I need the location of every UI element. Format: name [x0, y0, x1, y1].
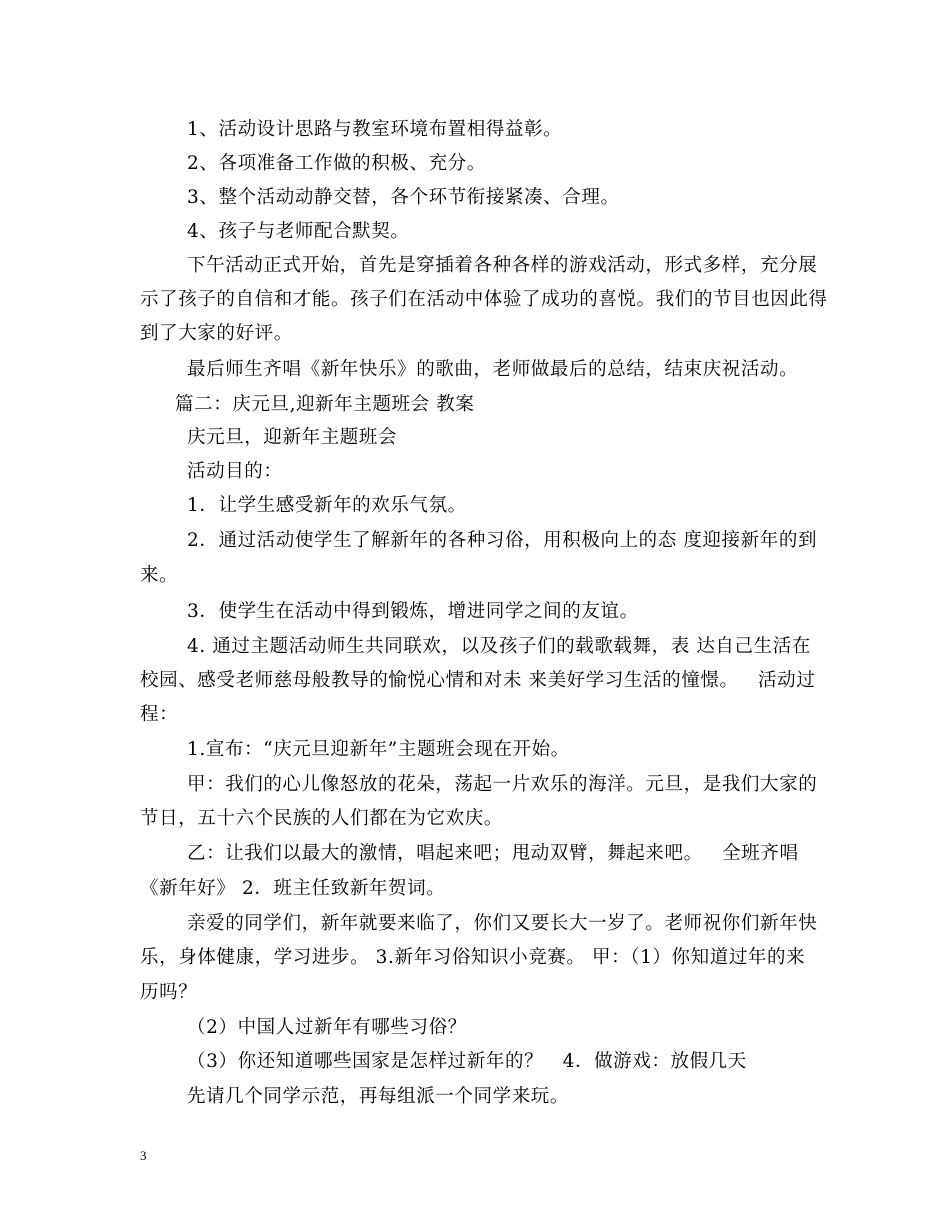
text-line: 甲：我们的心儿像怒放的花朵，荡起一片欢乐的海洋。元旦，是我们大家的 [187, 774, 818, 795]
text-line: 4. 通过主题活动师生共同联欢，以及孩子们的载歌载舞，表 达自己生活在 [187, 636, 811, 657]
text-line: 2．通过活动使学生了解新年的各种习俗，用积极向上的态 度迎接新年的到 [187, 530, 818, 551]
text-line: 4、孩子与老师配合默契。 [187, 221, 410, 242]
text-line: （2）中国人过新年有哪些习俗？ [187, 1017, 467, 1038]
text-line: 3、整个活动动静交替，各个环节衔接紧凑、合理。 [187, 187, 620, 208]
text-line: 亲爱的同学们，新年就要来临了，你们又要长大一岁了。老师祝你们新年快 [187, 913, 818, 934]
text-line: 乙：让我们以最大的激情，唱起来吧；甩动双臂，舞起来吧。 全班齐唱 [187, 843, 799, 864]
text-line: 来。 [140, 565, 179, 586]
text-line: 活动目的： [187, 461, 283, 482]
text-line: 校园、感受老师慈母般教导的愉悦心情和对未 来美好学习生活的憧憬。 活动过 [140, 670, 816, 691]
text-line: 《新年好》 2．班主任致新年贺词。 [140, 878, 446, 899]
text-line: 1、活动设计思路与教室环境布置相得益彰。 [187, 119, 563, 140]
text-line: 下午活动正式开始，首先是穿插着各种各样的游戏活动，形式多样，充分展 [187, 255, 818, 276]
text-line: 示了孩子的自信和才能。孩子们在活动中体验了成功的喜悦。我们的节目也因此得 [140, 289, 828, 310]
text-line: 3．使学生在活动中得到锻炼，增进同学之间的友谊。 [187, 601, 639, 622]
text-line: 最后师生齐唱《新年快乐》的歌曲，老师做最后的总结，结束庆祝活动。 [187, 359, 799, 380]
text-line: 到了大家的好评。 [140, 323, 293, 344]
text-line: 2、各项准备工作做的积极、充分。 [187, 153, 486, 174]
text-line: 先请几个同学示范，再每组派一个同学来玩。 [187, 1086, 570, 1107]
section-heading: 篇二：庆元旦,迎新年主题班会 教案 [175, 394, 475, 415]
text-line: 1．让学生感受新年的欢乐气氛。 [187, 495, 467, 516]
text-line: （3）你还知道哪些国家是怎样过新年的？ 4．做游戏：放假几天 [187, 1051, 747, 1072]
text-line: 历吗？ [140, 982, 198, 1003]
page-number: 3 [140, 1148, 147, 1163]
text-line: 乐，身体健康，学习进步。 3.新年习俗知识小竞赛。 甲：（1）你知道过年的来 [140, 947, 806, 968]
section-title: 庆元旦，迎新年主题班会 [187, 427, 398, 448]
text-line: 节日，五十六个民族的人们都在为它欢庆。 [140, 808, 503, 829]
text-line: 1.宣布：“庆元旦迎新年”主题班会现在开始。 [187, 739, 570, 760]
text-line: 程： [140, 704, 179, 725]
